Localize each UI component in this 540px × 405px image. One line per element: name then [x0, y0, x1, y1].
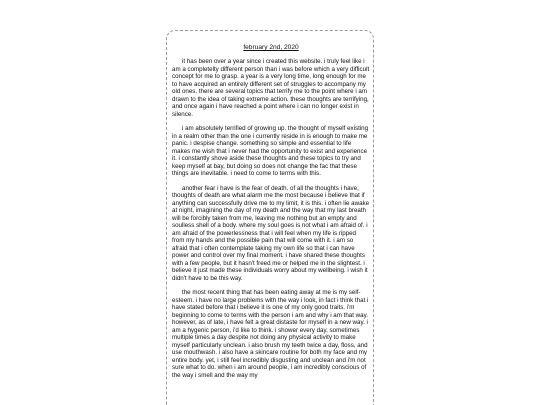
- post-paragraph: it has been over a year since i created this website. i truly feel like i am a completelty different person than i was before which a very difficult concept for me to grasp. a year is a very long time, long enough for me to have acquired an entirely different set of struggles to accompany my old ones. there are several topics that terrify me to the point where i am drawn to the idea of taking extreme action. these thoughts are terrifying, and once again i have reached a point where i can no longer exist in silence.: [172, 58, 370, 118]
- post-paragraph: the most recent thing that has been eating away at me is my self-esteem. i have no large problems with the way i look, in fact i think that i have stated before that i believe it is one of my only good traits. i'm beginning to come to terms with the person i am and why i am that way. however, as of late, i have felt a great distaste for myself in a new way. i am a hygenic person, i'd like to think. i shower every day, sometimes multiple times a day despite not doing any physical activity to make myself particularly unclean. i also brush my teeth twice a day, floss, and use mouthwash. i also have a skincare routine for both my face and my entire body. yet, i still feel incredibly disgusting and unclean and i'm not sure what to do. when i am around people, i am incredibly conscious of the way i smell and the way my: [172, 289, 369, 379]
- post-content: [172, 44, 370, 386]
- post-paragraph: another fear i have is the fear of death. of all the thoughts i have, thoughts of death are what alarm me the most because i believe that if anything can successfully drive me to my limit, it is this. i often lie awake at night, imagining the day of my death and the way that my last breath will be forcibly taken from me, leaving me nothing but an empty and soulless shell of a body. where my soul goes is not what i am afraid of. i am afraid of the powerlessness that i will feel when my life is ripped from my hands and the possible pain that will come with it. i am so afraid that i often contemplate taking my own life so that i can have power and control over my final moment. i have shared these thoughts with a few people, but it hasn't freed me or helped me in the slightest. i believe it just made these individuals worry about my wellbeing. i wish it didn't have to be this way.: [172, 184, 370, 282]
- post-date: february 2nd, 2020: [243, 44, 299, 51]
- post-paragraph: i am absolutely terrified of growing up. the thought of myself existing in a realm other than the one i currently reside in is enough to make me panic. i despise change. something so simple and essential to life makes me wish that i never had the opportunity to exist and experience it. i constantly shove aside these thoughts and these topics to try and keep myself at bay, but doing so does not change the fac that these things are inevitable. i need to come to terms with this.: [172, 125, 369, 177]
